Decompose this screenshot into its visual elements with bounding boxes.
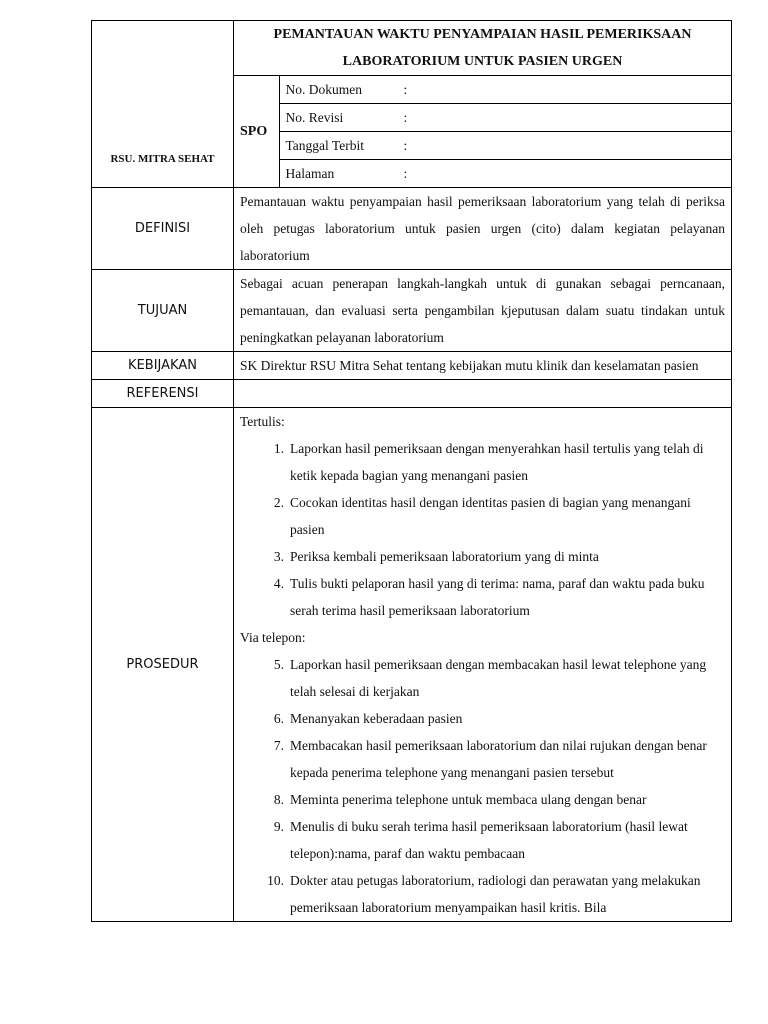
step-item [273,732,725,786]
step-number: 3. [273,549,284,564]
step-item [273,813,725,867]
title-line-1: PEMANTAUAN WAKTU PENYAMPAIAN HASIL PEMERIKSAAN [273,27,692,42]
step-text: Membacakan hasil pemeriksaan laboratorium dan nilai rujukan dengan benar kepada penerima telephone yang menangani pasien tersebut [290,738,707,780]
step-text: Periksa kembali pemeriksaan laboratorium yang di minta [290,549,599,564]
meta-separator: : [403,82,408,97]
doc-type-label: SPO [234,76,279,187]
meta-cell [234,76,732,188]
label-definisi: DEFINISI [92,188,234,270]
row-definisi [92,188,732,270]
label-referensi: REFERENSI [92,380,234,408]
step-number: 8. [273,792,284,807]
spo-table [91,20,732,922]
text-prosedur [234,408,732,922]
document-title [234,21,732,76]
step-number: 9. [273,819,284,834]
step-text: Laporkan hasil pemeriksaan dengan membacakan hasil lewat telephone yang telah selesai di kerjakan [290,657,707,699]
label-prosedur: PROSEDUR [92,408,234,922]
meta-separator: : [403,138,408,153]
header-row [92,21,732,76]
step-text: Cocokan identitas hasil dengan identitas pasien di bagian yang menangani pasien [290,495,691,537]
steps-list-tertulis [240,435,725,624]
text-kebijakan: SK Direktur RSU Mitra Sehat tentang kebijakan mutu klinik dan keselamatan pasien [234,352,732,380]
step-item [273,489,725,543]
step-item [273,570,725,624]
step-number: 10. [267,873,284,888]
meta-label: Halaman [285,166,335,181]
meta-no-dokumen [279,76,731,104]
step-text: Menanyakan keberadaan pasien [290,711,463,726]
text-referensi [234,380,732,408]
row-prosedur [92,408,732,922]
step-number: 7. [273,738,284,753]
label-tujuan: TUJUAN [92,270,234,352]
meta-halaman [279,160,731,188]
step-text: Dokter atau petugas laboratorium, radiologi dan perawatan yang melakukan pemeriksaan laboratorium menyampaikan hasil kritis. Bila [290,873,701,915]
step-number: 1. [273,441,284,456]
step-text: Laporkan hasil pemeriksaan dengan menyerahkan hasil tertulis yang telah di ketik kepada bagian yang menangani pasien [290,441,704,483]
step-number: 5. [273,657,284,672]
step-item [273,543,725,570]
step-item [273,786,725,813]
step-item [273,651,725,705]
text-tujuan: Sebagai acuan penerapan langkah-langkah untuk di gunakan sebagai perncanaan, pemantauan, dan evaluasi serta pengambilan kjeputusan dalam suatu tindakan untuk peningkatkan pelayanan laboratorium [234,270,732,352]
step-text: Menulis di buku serah terima hasil pemeriksaan laboratorium (hasil lewat telepon):nama, paraf dan waktu pembacaan [290,819,688,861]
meta-label: No. Revisi [285,110,344,125]
step-item [273,435,725,489]
meta-table [234,76,731,187]
meta-no-revisi [279,104,731,132]
label-kebijakan: KEBIJAKAN [92,352,234,380]
prosedur-subhead-telepon: Via telepon: [240,630,306,645]
prosedur-subhead-tertulis: Tertulis: [240,414,285,429]
hospital-name: RSU. MITRA SEHAT [92,21,234,188]
meta-separator: : [403,110,408,125]
row-referensi [92,380,732,408]
step-item [273,705,725,732]
step-number: 6. [273,711,284,726]
step-text: Meminta penerima telephone untuk membaca ulang dengan benar [290,792,647,807]
step-item [267,867,725,921]
meta-label: No. Dokumen [285,82,362,97]
step-number: 2. [273,495,284,510]
step-number: 4. [273,576,284,591]
row-tujuan [92,270,732,352]
meta-tanggal-terbit [279,132,731,160]
text-definisi: Pemantauan waktu penyampaian hasil pemeriksaan laboratorium yang telah di periksa oleh petugas laboratorium untuk pasien urgen (cito) dalam kegiatan pelayanan laboratorium [234,188,732,270]
row-kebijakan [92,352,732,380]
title-line-2: LABORATORIUM UNTUK PASIEN URGEN [342,54,623,69]
meta-separator: : [403,166,408,181]
steps-list-telepon [240,651,725,921]
meta-label: Tanggal Terbit [285,138,364,153]
step-text: Tulis bukti pelaporan hasil yang di terima: nama, paraf dan waktu pada buku serah terima hasil pemeriksaan laboratorium [290,576,705,618]
